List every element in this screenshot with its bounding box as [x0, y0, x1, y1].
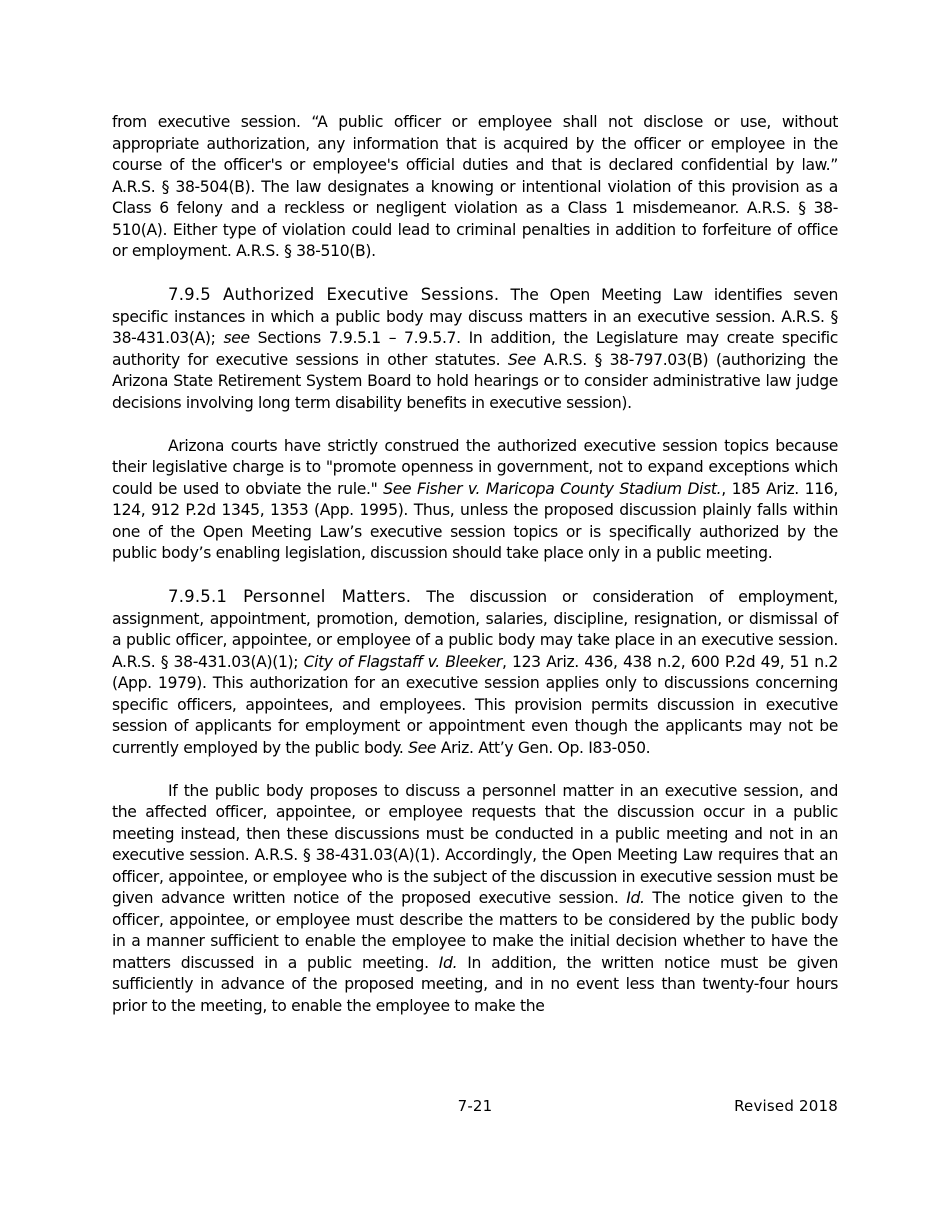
citation-signal: Id. — [438, 953, 458, 972]
paragraph-text: Sections 7.9.5.1 – 7.9.5.7. In addition, the Legislature may create specific authority for executive sessions in other statutes. — [112, 329, 838, 369]
section-heading-7-9-5: 7.9.5 Authorized Executive Sessions. — [168, 285, 500, 304]
paragraph-text: , 123 Ariz. 436, 438 n.2, 600 P.2d 49, 51 n.2 (App. 1979). This authorization for an executive session applies only to discussions concerning specific officers, appointees, and employees. This provision permits discussion in executive session of applicants for employment or appointment even though the applicants may not be currently employed by the public body. — [112, 652, 838, 757]
revision-date: Revised 2018 — [734, 1097, 838, 1115]
paragraph-text: The discussion or consideration of employment, assignment, appointment, promotion, demotion, salaries, discipline, resignation, or dismissal of a public officer, appointee, or employee of a public body may take place in an executive session. A.R.S. § 38-431.03(A)(1); — [112, 588, 838, 671]
paragraph-text: Arizona courts have strictly construed the authorized executive session topics because their legislative charge is to "promote openness in government, not to expand exceptions which could be used to obviate the rule." — [112, 436, 838, 498]
page-footer — [112, 1097, 838, 1117]
paragraph-strict-construction — [112, 436, 838, 565]
citation-signal: See — [507, 350, 536, 369]
case-citation: City of Flagstaff v. Bleeker — [303, 652, 502, 671]
paragraph-text: Ariz. Att’y Gen. Op. I83-050. — [436, 738, 651, 757]
citation-signal: see — [223, 329, 250, 347]
paragraph-authorized-executive-sessions — [112, 284, 838, 414]
paragraph-text: , 185 Ariz. 116, 124, 912 P.2d 1345, 1353 (App. 1995). Thus, unless the proposed discussion plainly falls within one of the Open Meeting Law’s executive session topics or is specifically authorized by the public body’s enabling legislation, discussion should take place only in a public meeting. — [112, 479, 838, 562]
citation-signal: Id. — [626, 889, 645, 907]
citation-signal: See — [408, 738, 437, 757]
paragraph-text: A.R.S. § 38-797.03(B) (authorizing the Arizona State Retirement System Board to hold hearings or to consider administrative law judge decisions involving long term disability benefits in executive session). — [112, 350, 838, 412]
section-heading-7-9-5-1: 7.9.5.1 Personnel Matters. — [168, 587, 412, 606]
paragraph-text: The Open Meeting Law identifies seven specific instances in which a public body may discuss matters in an executive session. A.R.S. § 38-431.03(A); — [112, 286, 839, 347]
paragraph-text: If the public body proposes to discuss a personnel matter in an executive session, and the affected officer, appointee, or employee requests that the discussion occur in a public meeting instead, then these discussions must be conducted in a public meeting and not in an executive session. A.R.S. § 38-431.03(A)(1). Accordingly, the Open Meeting Law requires that an officer, appointee, or employee who is the subject of the discussion in executive session must be given advance written notice of the proposed executive session. — [112, 781, 838, 907]
paragraph-confidentiality — [112, 112, 838, 263]
paragraph-text: The notice given to the officer, appointee, or employee must describe the matters to be considered by the public body in a manner sufficient to enable the employee to make the initial decision whether to have the matters discussed in a public meeting. — [112, 889, 838, 972]
paragraph-public-meeting-request — [112, 781, 838, 1018]
page-body — [112, 112, 838, 1039]
paragraph-text: In addition, the written notice must be given sufficiently in advance of the proposed meeting, and in no event less than twenty-four hours prior to the meeting, to enable the employee to make the — [112, 953, 839, 1015]
paragraph-personnel-matters — [112, 586, 838, 759]
page-number: 7-21 — [457, 1097, 493, 1115]
case-citation: See Fisher v. Maricopa County Stadium Dist. — [383, 479, 722, 498]
paragraph-text: from executive session. “A public officer or employee shall not disclose or use, without appropriate authorization, any information that is acquired by the officer or employee in the course of the officer's or employee's official duties and that is declared confidential by law.” A.R.S. § 38-504(B). The law designates a knowing or intentional violation of this provision as a Class 6 felony and a reckless or negligent violation as a Class 1 misdemeanor. A.R.S. § 38-510(A). Either type of violation could lead to criminal penalties in addition to forfeiture of office or employment. A.R.S. § 38-510(B). — [112, 113, 838, 260]
